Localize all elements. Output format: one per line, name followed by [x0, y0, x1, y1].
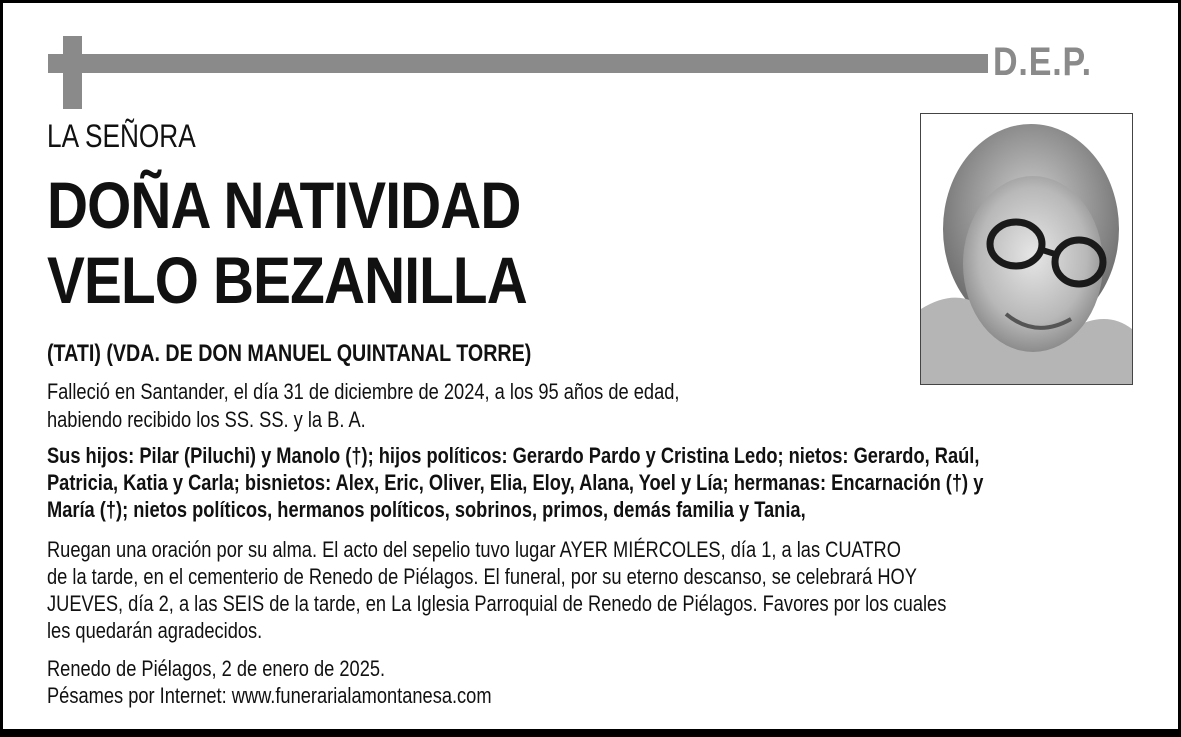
portrait-image	[921, 114, 1132, 384]
cross-icon-arm	[48, 54, 97, 73]
place-date: Renedo de Piélagos, 2 de enero de 2025.	[47, 656, 386, 681]
bottom-border	[0, 729, 1181, 737]
deceased-name-line1: DOÑA NATIVIDAD	[47, 168, 521, 242]
deceased-name-line2: VELO BEZANILLA	[47, 243, 527, 317]
honorific-prefix: LA SEÑORA	[47, 118, 196, 154]
header-rule	[96, 54, 988, 73]
deceased-alias: (TATI) (VDA. DE DON MANUEL QUINTANAL TORRE)	[47, 340, 532, 367]
ceremony-line2: de la tarde, en el cementerio de Renedo de Piélagos. El funeral, por su eterno descanso, se celebrará HOY	[47, 564, 917, 589]
dep-label: D.E.P.	[993, 40, 1092, 84]
family-line2: Patricia, Katia y Carla; bisnietos: Alex, Eric, Oliver, Elia, Eloy, Alana, Yoel y Lía; hermanas: Encarnación (†) y	[47, 470, 984, 495]
family-line1: Sus hijos: Pilar (Piluchi) y Manolo (†); hijos políticos: Gerardo Pardo y Cristina Ledo; nietos: Gerardo, Raúl,	[47, 443, 980, 468]
ceremony-line1: Ruegan una oración por su alma. El acto del sepelio tuvo lugar AYER MIÉRCOLES, día 1, a las CUATRO	[47, 537, 901, 562]
family-line3: María (†); nietos políticos, hermanos políticos, sobrinos, primos, demás familia y Tania,	[47, 497, 806, 522]
portrait-photo	[920, 113, 1133, 385]
death-notice-line1: Falleció en Santander, el día 31 de diciembre de 2024, a los 95 años de edad,	[47, 379, 680, 404]
death-notice-line2: habiendo recibido los SS. SS. y la B. A.	[47, 407, 366, 432]
obituary-card	[3, 3, 1178, 729]
ceremony-line3: JUEVES, día 2, a las SEIS de la tarde, en La Iglesia Parroquial de Renedo de Piélagos. Favores por los cuales	[47, 591, 947, 616]
condolences-link[interactable]: Pésames por Internet: www.funerarialamontanesa.com	[47, 683, 492, 708]
ceremony-line4: les quedarán agradecidos.	[47, 618, 263, 643]
